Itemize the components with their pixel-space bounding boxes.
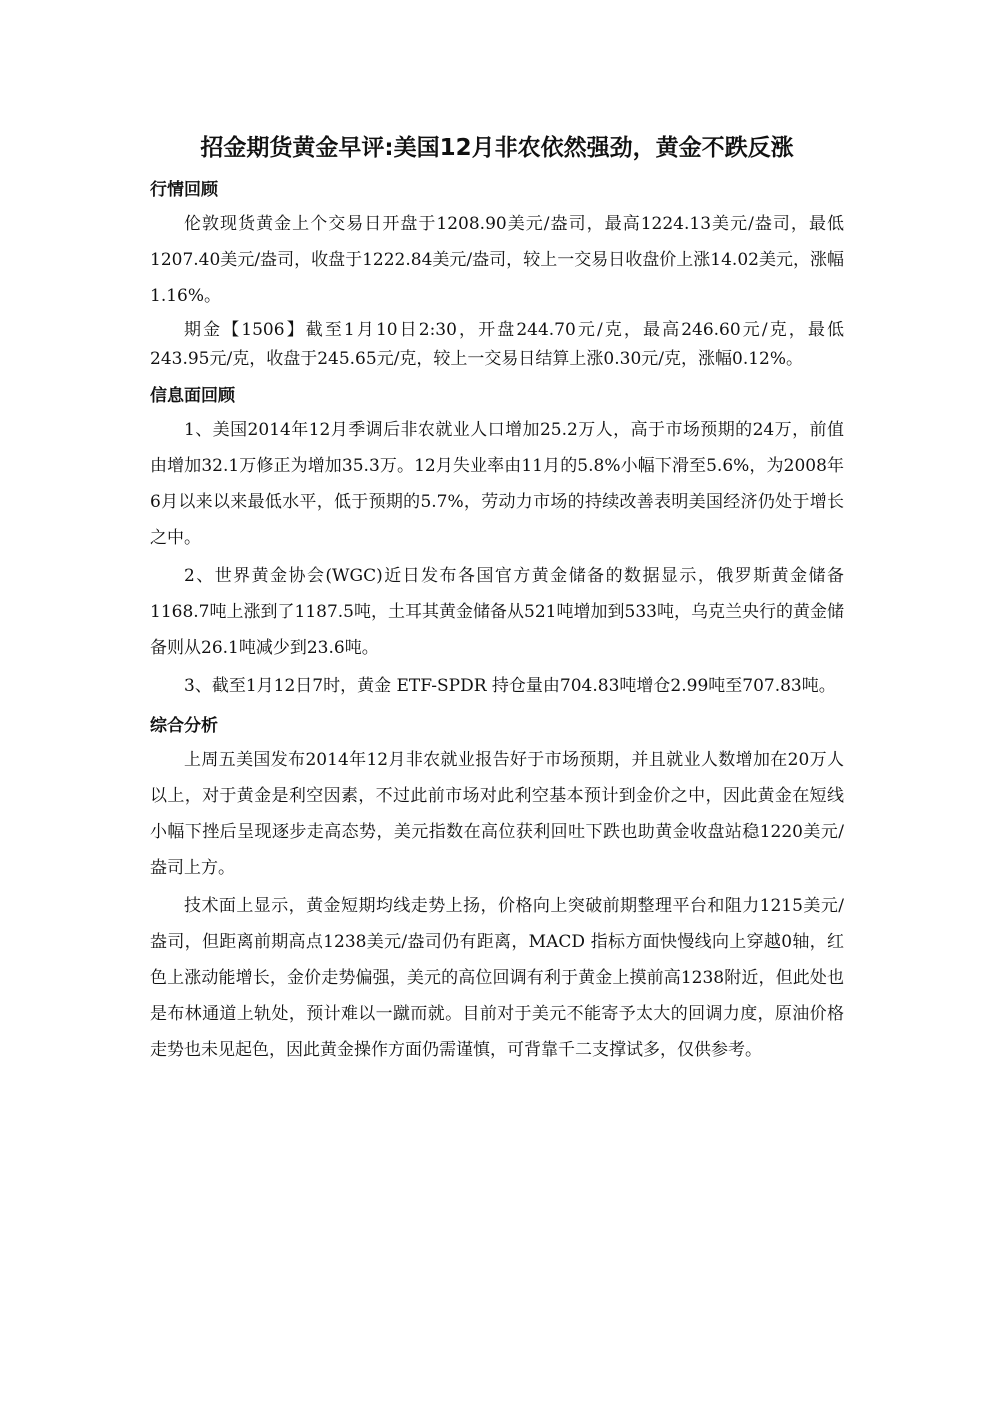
section-heading: 综合分析 (150, 716, 218, 736)
section-heading: 行情回顾 (150, 180, 218, 200)
paragraph: 技术面上显示，黄金短期均线走势上扬，价格向上突破前期整理平台和阻力1215美元/盎司，但距离前期高点1238美元/盎司仍有距离，MACD 指标方面快慢线向上穿越0轴，红色上涨动能增长，金价走势偏强，美元的高位回调有利于黄金上摸前高1238附近，但此处也是布林通道上轨处，预计难以一蹴而就。目前对于美元不能寄予太大的回调力度，原油价格走势也未见起色，因此黄金操作方面仍需谨慎，可背靠千二支撑试多，仅供参考。 (150, 896, 844, 1060)
paragraph: 上周五美国发布2014年12月非农就业报告好于市场预期，并且就业人数增加在20万人以上，对于黄金是利空因素，不过此前市场对此利空基本预计到金价之中，因此黄金在短线小幅下挫后呈现逐步走高态势，美元指数在高位获利回吐下跌也助黄金收盘站稳1220美元/盎司上方。 (150, 750, 844, 878)
document-title: 招金期货黄金早评:美国12月非农依然强劲，黄金不跌反涨 (200, 135, 794, 161)
section-market-review (150, 176, 844, 374)
section-information-review (150, 382, 844, 704)
paragraph: 1、美国2014年12月季调后非农就业人口增加25.2万人，高于市场预期的24万，前值由增加32.1万修正为增加35.3万。12月失业率由11月的5.8%小幅下滑至5.6%，为2008年6月以来以来最低水平，低于预期的5.7%，劳动力市场的持续改善表明美国经济仍处于增长之中。 (150, 420, 844, 548)
section-comprehensive-analysis (150, 712, 844, 1068)
paragraph: 3、截至1月12日7时，黄金 ETF-SPDR 持仓量由704.83吨增仓2.99吨至707.83吨。 (184, 676, 836, 696)
paragraph: 伦敦现货黄金上个交易日开盘于1208.90美元/盎司，最高1224.13美元/盎司，最低1207.40美元/盎司，收盘于1222.84美元/盎司，较上一交易日收盘价上涨14.02美元，涨幅1.16%。 (150, 214, 844, 306)
document-page (150, 128, 844, 1070)
section-heading: 信息面回顾 (150, 386, 235, 406)
paragraph: 2、世界黄金协会(WGC)近日发布各国官方黄金储备的数据显示，俄罗斯黄金储备1168.7吨上涨到了1187.5吨，土耳其黄金储备从521吨增加到533吨，乌克兰央行的黄金储备则从26.1吨减少到23.6吨。 (150, 566, 844, 658)
paragraph: 期金【1506】截至1月10日2:30，开盘244.70元/克，最高246.60元/克，最低243.95元/克，收盘于245.65元/克，较上一交易日结算上涨0.30元/克，涨幅0.12%。 (150, 320, 844, 369)
